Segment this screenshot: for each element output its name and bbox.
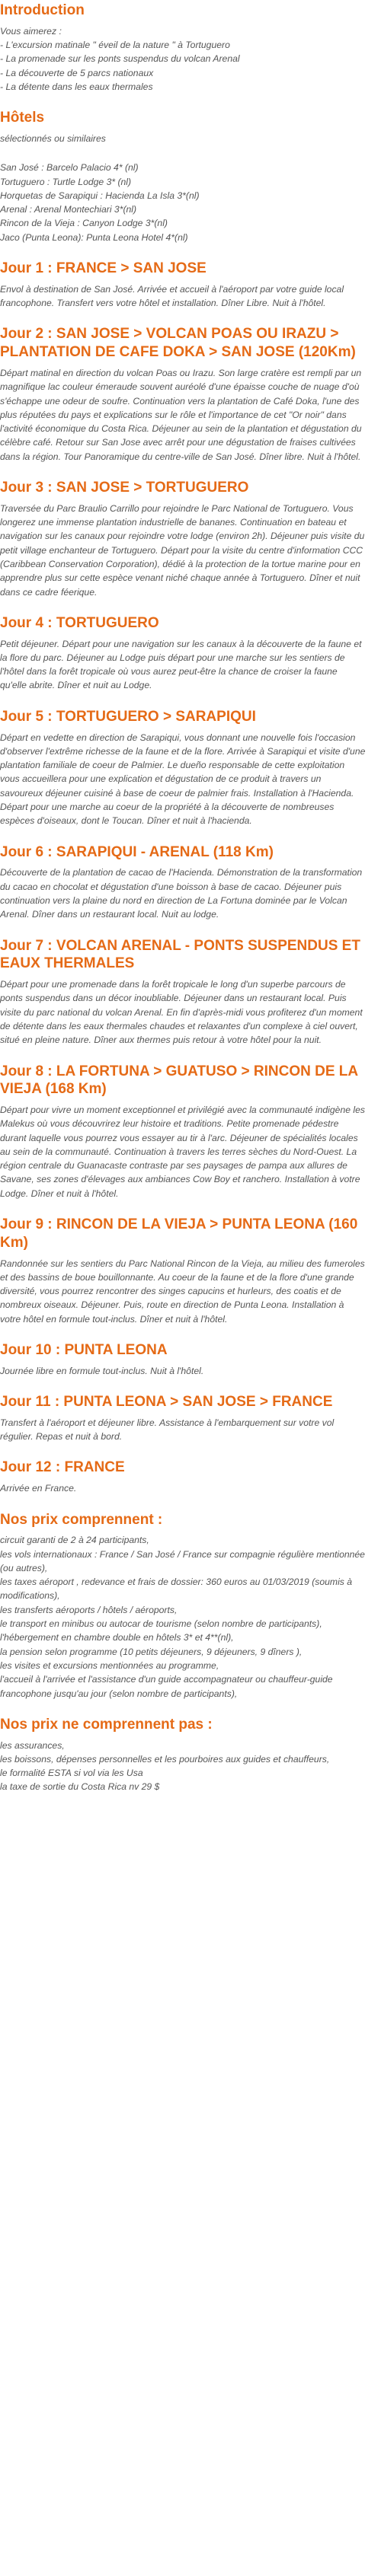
included-item: l'hébergement en chambre double en hôtels 3* et 4**(nl), <box>0 1632 234 1643</box>
day-heading: Jour 10 : PUNTA LEONA <box>0 1342 168 1359</box>
day-description: Départ pour vivre un moment exceptionnel et privilégié avec la communauté indigène les Malekus où vous découvrirez leur histoire et traditions. Petite promenade pédestre durant laquelle vous pourrez vous essayer au tir à l'arc. Déjeuner de spécialités locales au sein de la communauté. Continuation à travers les terres sèches du Nord-Ouest. La région centrale du Guanacaste contraste par ses paysages de pampa aux allures de Savane, ses zones d'élevages aux ambiances Cow Boy et ranchero. Installation à votre Lodge. Dîner et nuit à l'hôtel. <box>0 1105 365 1199</box>
day-section <box>0 614 366 693</box>
introduction-lead: Vous aimerez : <box>0 25 62 37</box>
day-description: Traversée du Parc Braulio Carrillo pour rejoindre le Parc National de Tortuguero. Vous longerez une immense plantation industrielle de bananes. Continuation en bateau et navigation sur les canaux pour rejoindre votre lodge (environ 2h). Déjeuner puis visite du petit village enchanteur de Tortuguero. Départ pour la visite du centre d'information CCC (Caribbean Conservation Corporation), dédié à la protection de la tortue marine pour en apprendre plus sur cette espèce venant niché chaque année à Tortuguero. Dîner et nuit dans ce cadre féerique. <box>0 502 365 598</box>
introduction-list <box>0 38 366 94</box>
day-section <box>0 1063 366 1201</box>
included-item: la pension selon programme (10 petits déjeuners, 9 déjeuners, 9 dîners ), <box>0 1646 303 1657</box>
day-section <box>0 937 366 1047</box>
day-heading: Jour 11 : PUNTA LEONA > SAN JOSE > FRANCE <box>0 1394 333 1411</box>
day-section <box>0 260 366 310</box>
hotels-subtitle: sélectionnés ou similaires <box>0 132 106 144</box>
hotels-section <box>0 109 366 244</box>
day-description: Départ pour une promenade dans la forêt tropicale le long d'un superbe parcours de ponts suspendus dans un décor inoubliable. Déjeuner dans un restaurant local. Puis visite du parc national du volcan Arenal. En fin d'après-midi vous profiterez d'un moment de détente dans les eaux thermales chaudes et relaxantes d'un complexe à ciel ouvert, situé en pleine nature. Dîner aux thermes puis retour à votre hôtel pour la nuit. <box>0 979 363 1046</box>
hotel-item: Jaco (Punta Leona): Punta Leona Hotel 4*(nl) <box>0 231 188 243</box>
day-description: Départ en vedette en direction de Sarapiqui, vous donnant une nouvelle fois l'occasion d'observer l'extrême richesse de la faune et de la flore. Arrivée à Sarapiqui et visite d'une plantation familiale de coeur de Palmier. Le dueño responsable de cette exploitation vous accueillera pour une explication et dégustation de ce produit à travers un savoureux déjeuner cuisiné à base de coeur de palmier frais. Installation à l'Hacienda. Départ pour une marche au coeur de la propriété à la découverte de nombreuses espèces d'oiseaux, dont le Toucan. Dîner et nuit à l'hacienda. <box>0 732 366 827</box>
day-heading: Jour 7 : VOLCAN ARENAL - PONTS SUSPENDUS ET EAUX THERMALES <box>0 937 360 972</box>
introduction-heading: Introduction <box>0 2 85 18</box>
introduction-section <box>0 2 366 94</box>
excluded-item: le formalité ESTA si vol via les Usa <box>0 1768 143 1779</box>
included-item: circuit garanti de 2 à 24 participants, <box>0 1535 149 1546</box>
day-description: Arrivée en France. <box>0 1483 77 1494</box>
day-section <box>0 479 366 599</box>
introduction-item: - La détente dans les eaux thermales <box>0 81 153 92</box>
day-section <box>0 1216 366 1326</box>
day-heading: Jour 9 : RINCON DE LA VIEJA > PUNTA LEONA (160 Km) <box>0 1216 358 1251</box>
excluded-item: la taxe de sortie du Costa Rica nv 29 $ <box>0 1781 160 1793</box>
day-heading: Jour 1 : FRANCE > SAN JOSE <box>0 260 207 277</box>
day-section <box>0 708 366 828</box>
excluded-section <box>0 1716 366 1794</box>
day-section <box>0 1341 366 1378</box>
day-description: Randonnée sur les sentiers du Parc National Rincon de la Vieja, au milieu des fumeroles et des bassins de boue bouillonnante. Au coeur de la faune et de la flore d'une grande diversité, vous pourrez rencontrer des singes capucins et hurleurs, des coatis et de nombreux oiseaux. Déjeuner. Puis, route en direction de Punta Leona. Installation à votre hôtel en formule tout-inclus. Dîner et nuit à l'hôtel. <box>0 1258 365 1325</box>
day-section <box>0 1393 366 1443</box>
day-section <box>0 1459 366 1495</box>
day-heading: Jour 3 : SAN JOSE > TORTUGUERO <box>0 479 249 496</box>
included-item: les vols internationaux : France / San José / France sur compagnie régulière mentionnée (ou autres), <box>0 1548 365 1573</box>
hotel-item: Tortuguero : Turtle Lodge 3* (nl) <box>0 176 132 187</box>
hotel-item: Rincon de la Vieja : Canyon Lodge 3*(nl) <box>0 218 168 229</box>
day-description: Petit déjeuner. Départ pour une navigation sur les canaux à la découverte de la faune et la flore du parc. Déjeuner au Lodge puis départ pour une marche sur les sentiers de l'hôtel dans la forêt tropicale où vous aurez peut-être la chance de croiser la faune qu'elle abrite. Dîner et nuit au Lodge. <box>0 638 362 691</box>
included-item: le transport en minibus ou autocar de tourisme (selon nombre de participants), <box>0 1618 322 1630</box>
excluded-item: les boissons, dépenses personnelles et les pourboires aux guides et chauffeurs, <box>0 1753 330 1765</box>
included-heading: Nos prix comprennent : <box>0 1511 163 1528</box>
hotels-heading: Hôtels <box>0 110 45 126</box>
day-heading: Jour 8 : LA FORTUNA > GUATUSO > RINCON DE LA VIEJA (168 Km) <box>0 1063 358 1098</box>
hotel-item: Horquetas de Sarapiqui : Hacienda La Isla 3*(nl) <box>0 190 200 201</box>
included-item: les taxes aéroport , redevance et frais de dossier: 360 euros au 01/03/2019 (soumis à modifications), <box>0 1577 353 1602</box>
day-heading: Jour 6 : SARAPIQUI - ARENAL (118 Km) <box>0 843 274 860</box>
hotel-item: San José : Barcelo Palacio 4* (nl) <box>0 162 139 174</box>
itinerary-days <box>0 244 366 1495</box>
day-description: Transfert à l'aéroport et déjeuner libre. Assistance à l'embarquement sur votre vol régulier. Repas et nuit à bord. <box>0 1417 335 1443</box>
introduction-item: - La découverte de 5 parcs nationaux <box>0 67 154 78</box>
day-description: Découverte de la plantation de cacao de l'Hacienda. Démonstration de la transformation du cacao en chocolat et dégustation d'une boisson à base de cacao. Déjeuner puis continuation vers la plaine du nord en direction de La Fortuna dominée par le Volcan Arenal. Dîner dans un restaurant local. Nuit au lodge. <box>0 867 363 920</box>
included-item: les transferts aéroports / hôtels / aéroports, <box>0 1604 178 1615</box>
included-list <box>0 1533 366 1701</box>
day-description: Envol à destination de San José. Arrivée et accueil à l'aéroport par votre guide local francophone. Transfert vers votre hôtel et installation. Dîner Libre. Nuit à l'hôtel. <box>0 283 344 309</box>
day-heading: Jour 4 : TORTUGUERO <box>0 614 159 631</box>
day-heading: Jour 5 : TORTUGUERO > SARAPIQUI <box>0 708 256 725</box>
hotels-list <box>0 161 366 244</box>
day-heading: Jour 12 : FRANCE <box>0 1459 125 1476</box>
day-description: Journée libre en formule tout-inclus. Nuit à l'hôtel. <box>0 1365 204 1376</box>
introduction-item: - La promenade sur les ponts suspendus du volcan Arenal <box>0 53 240 65</box>
day-section <box>0 325 366 464</box>
hotel-item: Arenal : Arenal Montechiari 3*(nl) <box>0 204 137 215</box>
included-section <box>0 1511 366 1701</box>
included-item: les visites et excursions mentionnées au programme, <box>0 1659 219 1671</box>
included-item: l'accueil à l'arrivée et l'assistance d'un guide accompagnateur ou chauffeur-guide francophone jusqu'au jour (selon nombre de participants), <box>0 1674 333 1699</box>
introduction-item: - L'excursion matinale " éveil de la nature " à Tortuguero <box>0 40 230 51</box>
travel-itinerary-page <box>0 2 373 1802</box>
excluded-heading: Nos prix ne comprennent pas : <box>0 1716 213 1733</box>
excluded-item: les assurances, <box>0 1739 65 1751</box>
day-heading: Jour 2 : SAN JOSE > VOLCAN POAS OU IRAZU > PLANTATION DE CAFE DOKA > SAN JOSE (120Km) <box>0 326 356 361</box>
day-description: Départ matinal en direction du volcan Poas ou Irazu. Son large cratère est rempli par un magnifique lac couleur émeraude souvent auréolé d'une épaisse couche de nuage d'où s'échappe une odeur de soufre. Continuation vers la plantation de Café Doka, l'une des plus réputées du pays et explications sur le rôle et l'importance de cet "Or noir" dans l'activité économique du Costa Rica. Déjeuner au sein de la plantation et dégustation du célèbre café. Retour sur San Jose avec arrêt pour une dégustation de fraises cultivées dans la région. Tour Panoramique du centre-ville de San José. Dîner libre. Nuit à l'hôtel. <box>0 367 362 462</box>
excluded-list <box>0 1739 366 1794</box>
day-section <box>0 843 366 922</box>
